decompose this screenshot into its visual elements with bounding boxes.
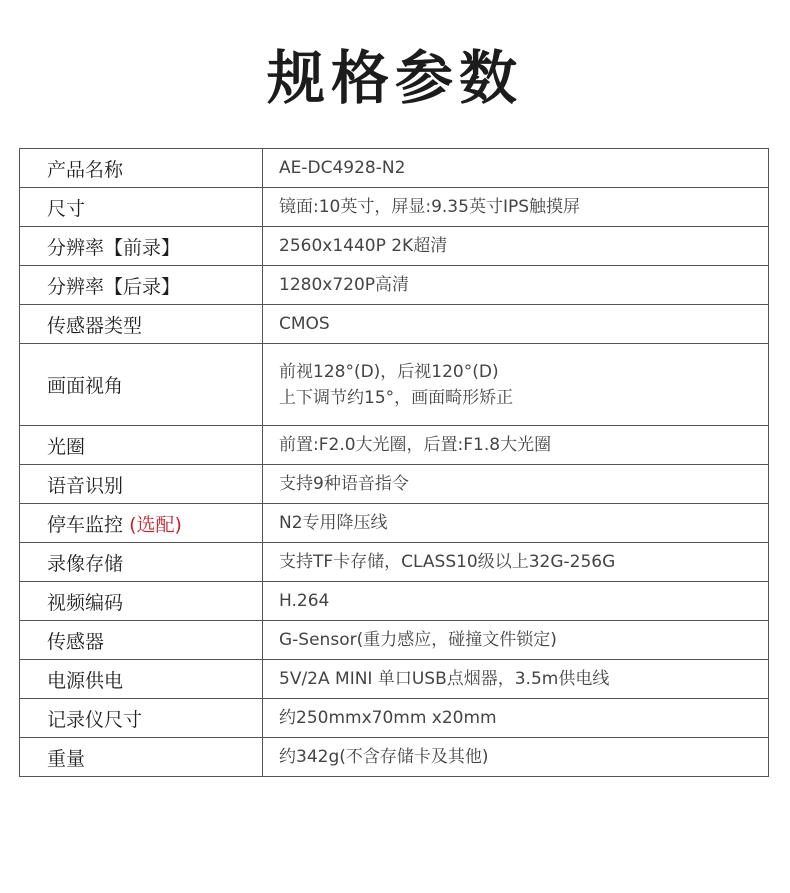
spec-value: 前置:F2.0大光圈，后置:F1.8大光圈 xyxy=(263,426,769,465)
spec-value: 1280x720P高清 xyxy=(263,266,769,305)
spec-value: 约342g(不含存储卡及其他) xyxy=(263,738,769,777)
spec-value: CMOS xyxy=(263,305,769,344)
table-row xyxy=(20,621,769,660)
spec-value: AE-DC4928-N2 xyxy=(263,149,769,188)
spec-label-text: 停车监控 xyxy=(47,513,124,536)
table-row xyxy=(20,738,769,777)
table-row xyxy=(20,660,769,699)
spec-label: 画面视角 xyxy=(20,344,263,426)
spec-label: 记录仪尺寸 xyxy=(20,699,263,738)
spec-label: 电源供电 xyxy=(20,660,263,699)
spec-value: 5V/2A MINI 单口USB点烟器，3.5m供电线 xyxy=(263,660,769,699)
table-row xyxy=(20,188,769,227)
spec-label: 光圈 xyxy=(20,426,263,465)
table-row xyxy=(20,149,769,188)
spec-label: 传感器类型 xyxy=(20,305,263,344)
spec-value: 镜面:10英寸，屏显:9.35英寸IPS触摸屏 xyxy=(263,188,769,227)
spec-label: 分辨率【后录】 xyxy=(20,266,263,305)
spec-label: 传感器 xyxy=(20,621,263,660)
spec-value: 支持9种语音指令 xyxy=(263,465,769,504)
spec-table xyxy=(19,148,769,777)
spec-label: 尺寸 xyxy=(20,188,263,227)
spec-value-line: 上下调节约15°，画面畸形矫正 xyxy=(279,387,514,408)
spec-label: 语音识别 xyxy=(20,465,263,504)
table-row xyxy=(20,266,769,305)
spec-value-line: 前视128°(D)，后视120°(D) xyxy=(279,361,499,382)
spec-label: 产品名称 xyxy=(20,149,263,188)
table-row xyxy=(20,699,769,738)
table-row xyxy=(20,344,769,426)
spec-label: 重量 xyxy=(20,738,263,777)
spec-value: 2560x1440P 2K超清 xyxy=(263,227,769,266)
optional-note: (选配) xyxy=(129,513,182,536)
table-row xyxy=(20,426,769,465)
table-row xyxy=(20,582,769,621)
spec-label: 录像存储 xyxy=(20,543,263,582)
spec-value: 约250mmx70mm x20mm xyxy=(263,699,769,738)
table-row xyxy=(20,465,769,504)
spec-value: G-Sensor(重力感应，碰撞文件锁定) xyxy=(263,621,769,660)
spec-value: 支持TF卡存储，CLASS10级以上32G-256G xyxy=(263,543,769,582)
table-row xyxy=(20,543,769,582)
table-row xyxy=(20,227,769,266)
page-title: 规格参数 xyxy=(266,44,523,112)
spec-label: 分辨率【前录】 xyxy=(20,227,263,266)
spec-value: H.264 xyxy=(263,582,769,621)
spec-label: 视频编码 xyxy=(20,582,263,621)
table-row xyxy=(20,504,769,543)
spec-value xyxy=(263,344,769,426)
spec-value: N2专用降压线 xyxy=(263,504,769,543)
spec-label xyxy=(20,504,263,543)
table-row xyxy=(20,305,769,344)
